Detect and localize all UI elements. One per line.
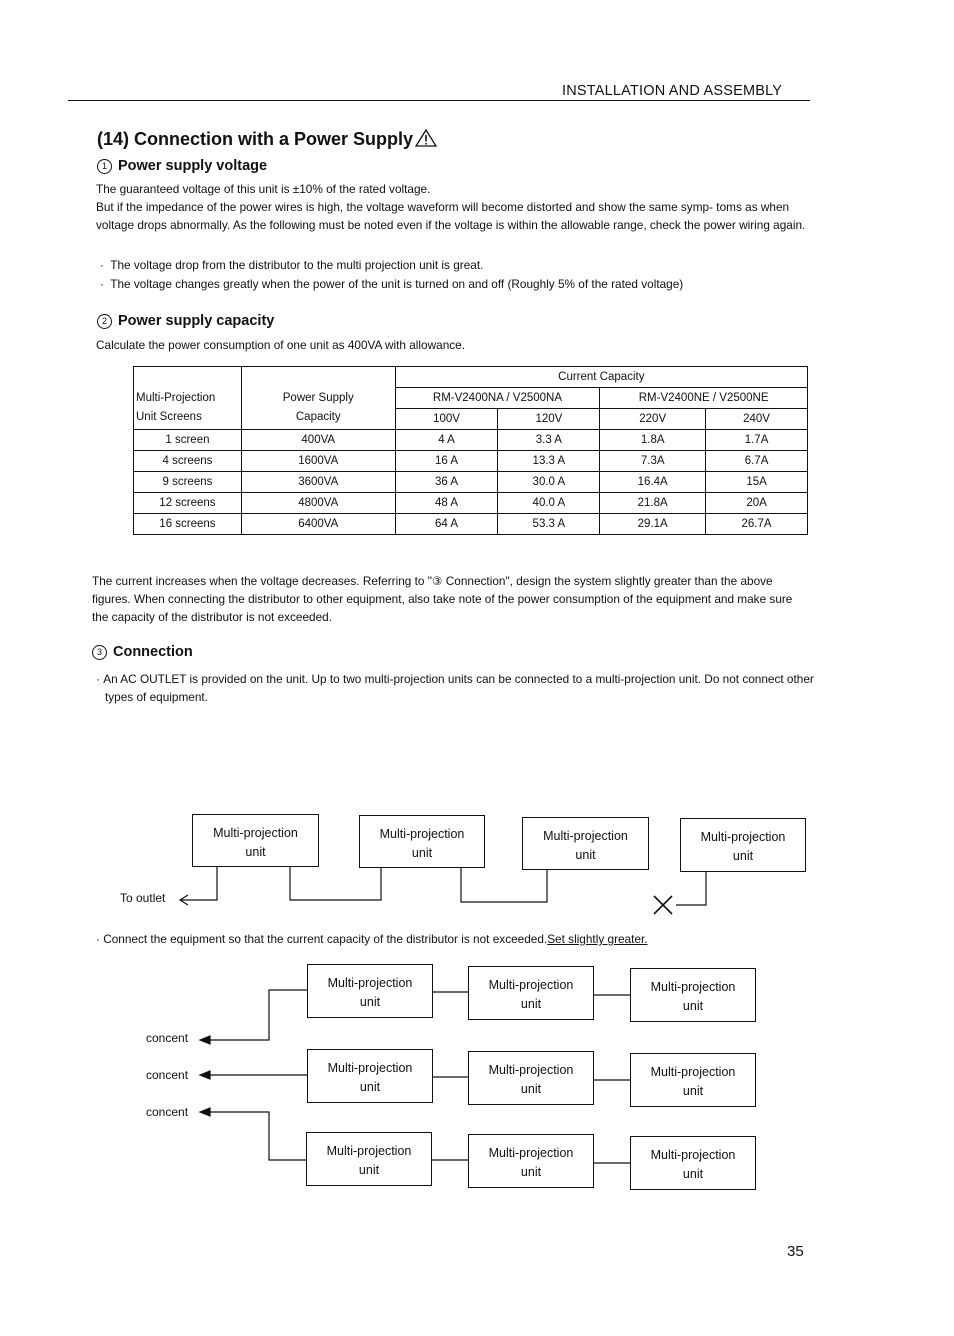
multi-projection-unit: Multi-projection unit: [468, 966, 594, 1020]
multi-projection-unit: Multi-projection unit: [468, 1134, 594, 1188]
multi-projection-unit: Multi-projection unit: [468, 1051, 594, 1105]
concent-label: concent: [146, 1105, 189, 1119]
connection-bullet-2: · Connect the equipment so that the current capacity of the distributor is not exceeded.Set slightly greater.: [96, 932, 648, 946]
multi-projection-unit: Multi-projection unit: [630, 1053, 756, 1107]
after-table-paragraph: The current increases when the voltage decreases. Referring to "③ Connection", design the system slightly greater than the above figures. When connecting the distributor to other equipment, also take note of the power consumption of the equipment and make sure the capacity of the distributor is not exceeded.: [92, 574, 793, 624]
table-header-volt: 240V: [706, 409, 808, 430]
voltage-paragraph-2: But if the impedance of the power wires is high, the voltage waveform will become distorted and show the same symp- toms as when voltage drops abnormally. As the following must be noted even if the voltage is within the allowable range, check the power wiring again.: [96, 200, 806, 232]
circled-number: 3: [92, 645, 107, 660]
multi-projection-unit: Multi-projection unit: [306, 1132, 432, 1186]
table-row: 4 screens 1600VA 16 A 13.3 A 7.3A 6.7A: [134, 451, 808, 472]
table-header-volt: 120V: [498, 409, 600, 430]
table-row: 16 screens 6400VA 64 A 53.3 A 29.1A 26.7A: [134, 514, 808, 535]
table-header-volt: 220V: [600, 409, 706, 430]
multi-projection-unit: Multi-projection unit: [307, 964, 433, 1018]
table-header-model-ne: RM-V2400NE / V2500NE: [600, 388, 808, 409]
table-header-screens: Multi-Projection Unit Screens: [134, 367, 242, 430]
to-outlet-label: To outlet: [120, 891, 166, 905]
voltage-bullet-1: · The voltage drop from the distributor to the multi projection unit is great.: [100, 258, 484, 272]
table-header-volt: 100V: [395, 409, 498, 430]
running-header: INSTALLATION AND ASSEMBLY: [562, 83, 783, 99]
subsection-capacity-label: Power supply capacity: [118, 313, 275, 329]
table-header-power: Power Supply Capacity: [241, 367, 395, 430]
concent-label: concent: [146, 1068, 189, 1082]
voltage-paragraph-1: The guaranteed voltage of this unit is ±10% of the rated voltage.: [96, 182, 431, 196]
table-header-model-na: RM-V2400NA / V2500NA: [395, 388, 600, 409]
concent-label: concent: [146, 1031, 189, 1045]
table-row: 12 screens 4800VA 48 A 40.0 A 21.8A 20A: [134, 493, 808, 514]
connection-bullet-1: · An AC OUTLET is provided on the unit. Up to two multi-projection units can be connected to a multi-projection unit. Do not connect other types of equipment.: [96, 672, 814, 704]
multi-projection-unit: Multi-projection unit: [192, 814, 319, 867]
multi-projection-unit: Multi-projection unit: [630, 968, 756, 1022]
table-header-current: Current Capacity: [395, 367, 807, 388]
capacity-paragraph: Calculate the power consumption of one unit as 400VA with allowance.: [96, 338, 465, 352]
multi-projection-unit: Multi-projection unit: [680, 818, 806, 872]
section-title-text: Connection with a Power Supply: [134, 129, 414, 149]
multi-projection-unit: Multi-projection unit: [307, 1049, 433, 1103]
multi-projection-unit: Multi-projection unit: [359, 815, 485, 868]
multi-projection-unit: Multi-projection unit: [630, 1136, 756, 1190]
subsection-connection-label: Connection: [113, 644, 193, 660]
page-number: 35: [787, 1243, 804, 1260]
section-number: (14): [97, 129, 130, 149]
circled-number: 1: [97, 159, 112, 174]
voltage-bullet-2: · The voltage changes greatly when the power of the unit is turned on and off (Roughly 5% of the rated voltage): [100, 277, 684, 291]
table-row: 1 screen 400VA 4 A 3.3 A 1.8A 1.7A: [134, 430, 808, 451]
subsection-voltage-label: Power supply voltage: [118, 158, 268, 174]
table-row: 9 screens 3600VA 36 A 30.0 A 16.4A 15A: [134, 472, 808, 493]
multi-projection-unit: Multi-projection unit: [522, 817, 649, 870]
circled-number: 2: [97, 314, 112, 329]
